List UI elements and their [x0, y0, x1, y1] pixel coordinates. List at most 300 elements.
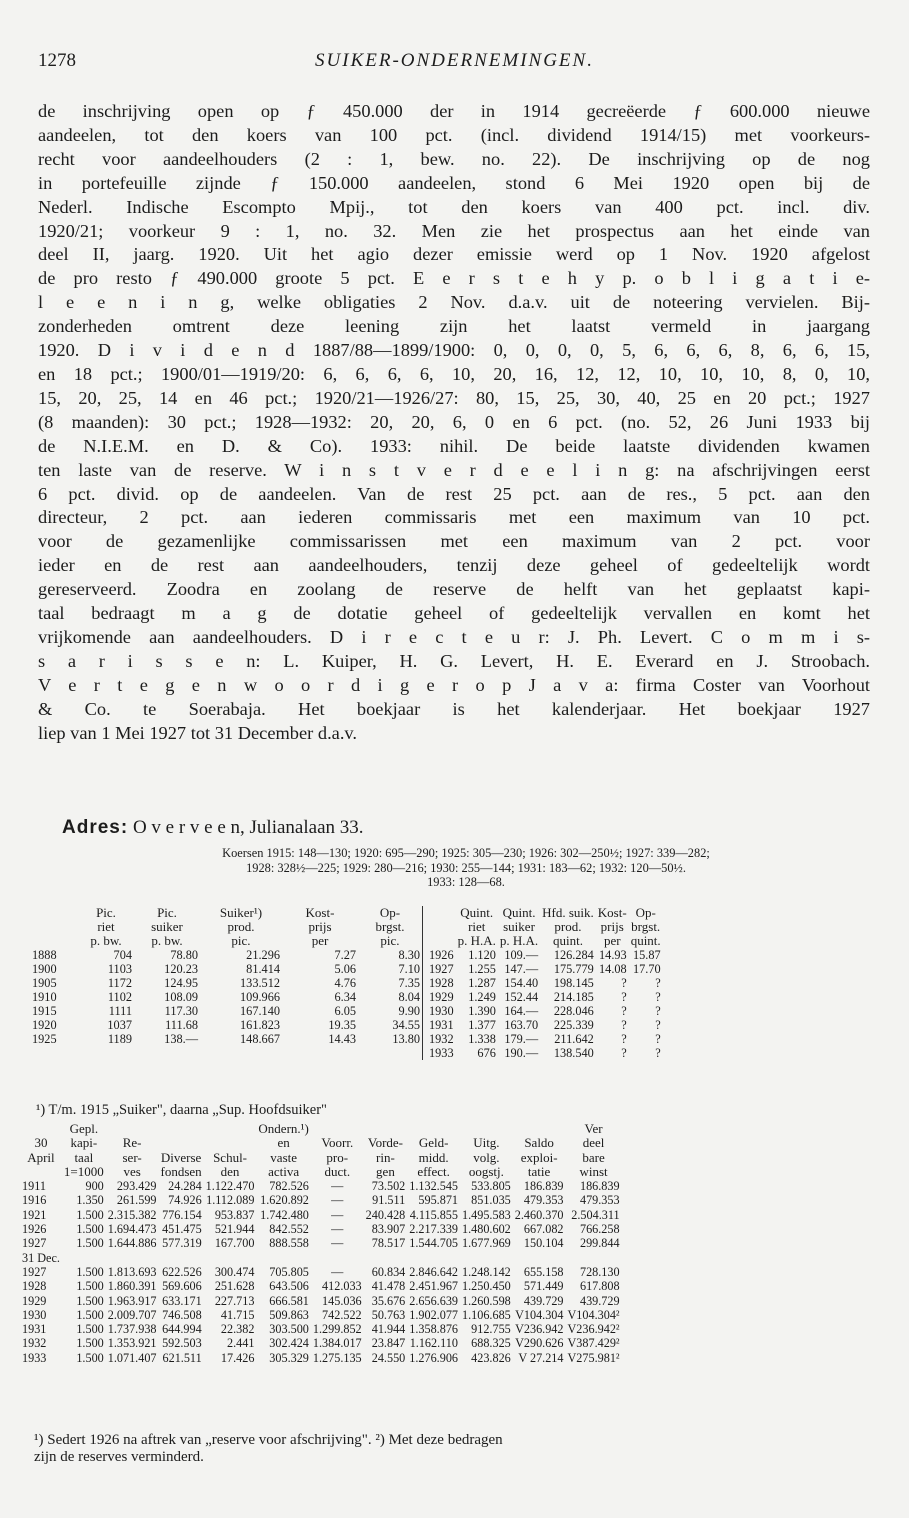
table1-cell: 1926	[429, 948, 454, 962]
table2-cell: 2.315.382	[107, 1207, 157, 1222]
table1-cell: 1905	[32, 976, 57, 990]
table2-cell: 595.871	[418, 1193, 458, 1208]
body-line: en 18 pct.; 1900/01—1919/20: 6, 6, 6, 6, 10, 20, 16, 12, 12, 10, 10, 10, 8, 0, 10,	[38, 363, 870, 384]
table1-cell: 1930	[429, 1004, 454, 1018]
table2-header-cell: ves	[123, 1163, 141, 1179]
table2-cell: 41.944	[371, 1322, 406, 1337]
table1-cell: 1037	[107, 1018, 132, 1032]
footnote-line: ¹) Sedert 1926 na aftrek van „reserve voor afschrijving". ²) Met deze bedragen	[34, 1432, 503, 1448]
table2-cell: —	[331, 1179, 344, 1194]
page-number: 1278	[38, 50, 76, 71]
table2-cell: V236.942	[515, 1322, 564, 1337]
table2-row	[20, 1336, 622, 1350]
table2-cell	[460, 1251, 513, 1265]
table2-cell: 50.763	[371, 1307, 406, 1322]
table1-cell: 81.414	[246, 962, 280, 976]
table1-row	[30, 1032, 663, 1046]
table1-cell: ?	[655, 1004, 661, 1018]
address-value: O v e r v e e n, Julianalaan 33.	[132, 817, 364, 838]
table2-header-cell: winst	[579, 1163, 608, 1179]
table2-cell: —	[331, 1264, 344, 1279]
table1-cell: 14.93	[599, 948, 627, 962]
table2-cell: 31 Dec.	[22, 1250, 60, 1265]
table2-cell: 1.248.142	[462, 1264, 511, 1279]
table1-cell: 676	[477, 1046, 496, 1060]
table1-header-row	[30, 920, 663, 934]
table2-cell: 633.171	[162, 1293, 202, 1308]
table2-cell: 1.350	[76, 1193, 104, 1208]
table2-header-cell: pro-	[326, 1149, 349, 1165]
table1-cell: 78.80	[170, 948, 198, 962]
table1-cell: 124.95	[164, 976, 198, 990]
table1-cell: 14.43	[328, 1032, 356, 1046]
table2-header-cell: taal	[74, 1149, 94, 1165]
table1-cell: 228.046	[553, 1004, 594, 1018]
table1-header-cell	[427, 906, 456, 920]
body-text	[38, 100, 870, 745]
table2-cell: 1.860.391	[107, 1279, 157, 1294]
body-line: V e r t e g e n w o o r d i g e r o p J a v a: firma Coster van Voorhout	[38, 674, 870, 695]
body-line: Nederl. Indische Escompto Mpij., tot den koers van 400 pct. incl. div.	[38, 196, 870, 217]
table1-header-cell: p. bw.	[90, 933, 122, 948]
table1-row	[30, 948, 663, 962]
table2-row	[20, 1179, 622, 1193]
production-table	[30, 906, 880, 1060]
table2-header-cell: Ver	[584, 1121, 603, 1136]
table1-cell: 1900	[32, 962, 57, 976]
table2-cell: 577.319	[162, 1236, 202, 1251]
table1-cell: 4.76	[334, 976, 356, 990]
table1-cell	[282, 1046, 358, 1060]
table2-cell: 439.729	[523, 1293, 564, 1308]
table1-cell: 7.10	[398, 962, 420, 976]
table2-cell: —	[331, 1193, 344, 1208]
table2-cell: 617.808	[579, 1279, 620, 1294]
table2-row	[20, 1294, 622, 1308]
table1-cell: 1102	[107, 990, 132, 1004]
table2-cell: 2.451.967	[409, 1279, 458, 1294]
table1-cell: 1189	[107, 1032, 132, 1046]
table1-header-cell: prod.	[554, 919, 582, 934]
body-line: recht voor aandeelhouders (2 : 1, bew. no. 22). De inschrijving op de nog	[38, 148, 870, 169]
table2-cell: 782.526	[269, 1179, 309, 1194]
table2-cell: 451.475	[162, 1222, 202, 1237]
table1-header-cell: Quint.	[502, 905, 536, 920]
table2-cell: 24.550	[371, 1350, 406, 1365]
table1-cell: 9.90	[398, 1004, 420, 1018]
table1-cell: 15.87	[633, 948, 661, 962]
table2-cell: 479.353	[579, 1193, 620, 1208]
table2-cell: 186.839	[523, 1179, 564, 1194]
table2-row	[20, 1322, 622, 1336]
table1-cell: 109.966	[240, 990, 280, 1004]
table2-header-cell: volg.	[473, 1149, 500, 1165]
table2-header-cell: ser-	[122, 1149, 142, 1165]
table2-header-cell: 1=1000	[63, 1163, 104, 1179]
table2-cell: 1.500	[76, 1236, 104, 1251]
table2-cell: V 27.214	[518, 1350, 564, 1365]
table2-header-cell: Geld-	[418, 1135, 449, 1151]
table1-header-cell: per	[311, 933, 329, 948]
body-line: 6 pct. divid. op de aandeelen. Van de rest 25 pct. aan de res., 5 pct. aan den	[38, 483, 870, 504]
table2-header-cell: kapi-	[70, 1135, 98, 1151]
table1-row	[30, 962, 663, 976]
body-line: zonderheden omtrent deze leening zijn het laatst vermeld in jaargang	[38, 316, 870, 337]
table1-row	[30, 1004, 663, 1018]
table2-cell: 569.606	[162, 1279, 202, 1294]
body-line: (8 maanden): 30 pct.; 1928—1932: 20, 20, 6, 0 en 6 pct. (no. 52, 26 Juni 1933 bij	[38, 411, 870, 432]
table2-cell: —	[331, 1207, 344, 1222]
table1-header-cell: riet	[97, 919, 115, 934]
table1-header-cell: p. H.A.	[457, 933, 496, 948]
table1-cell: 1927	[429, 962, 454, 976]
table2-cell: 1.677.969	[462, 1236, 511, 1251]
table2-cell: 74.926	[168, 1193, 202, 1208]
table2-cell: 912.755	[471, 1322, 511, 1337]
table2-cell: 2.846.642	[409, 1264, 458, 1279]
body-line: 15, 20, 25, 14 en 46 pct.; 1920/21—1926/27: 80, 15, 25, 30, 40, 25 en 20 pct.; 1927	[38, 387, 870, 408]
table2-cell: 24.284	[168, 1179, 202, 1194]
table1-cell: 120.23	[164, 962, 198, 976]
table2-cell: 91.511	[372, 1193, 406, 1208]
table2-cell: V387.429²	[567, 1336, 620, 1351]
table1-row	[30, 990, 663, 1004]
table1-cell: 7.27	[334, 948, 356, 962]
table2-cell: 17.426	[220, 1350, 255, 1365]
balance-table	[20, 1122, 890, 1365]
table2-header-cell: Gepl.	[69, 1121, 99, 1136]
table2-header-row	[20, 1136, 622, 1150]
table2-cell: 1.500	[76, 1307, 104, 1322]
table2-header-row	[20, 1151, 622, 1165]
body-line: de N.I.E.M. en D. & Co). 1933: nihil. De beide laatste dividenden kwamen	[38, 435, 870, 456]
table2-cell: 1916	[22, 1193, 47, 1208]
body-line: 1920/21; voorkeur 9 : 1, no. 32. Men zie het prospectus aan het einde van	[38, 220, 870, 241]
table2-footnote	[34, 1432, 874, 1466]
table2-cell: 766.258	[579, 1222, 620, 1237]
table2-header-cell	[20, 1165, 62, 1179]
table2-cell: 83.907	[371, 1222, 406, 1237]
table1-cell: ?	[655, 1018, 661, 1032]
table1-cell: 5.06	[334, 962, 356, 976]
address-label: Adres:	[62, 817, 129, 838]
table1-cell: ?	[655, 1032, 661, 1046]
table2-cell: 22.382	[220, 1322, 255, 1337]
table1-header-cell: Pic.	[96, 905, 116, 920]
table2-cell: 1.495.583	[462, 1207, 511, 1222]
stock-price-line: 1933: 128—68.	[427, 875, 505, 889]
table1-cell: 133.512	[240, 976, 280, 990]
table2-cell: 622.526	[162, 1264, 202, 1279]
table2-cell: 521.944	[214, 1222, 255, 1237]
table2-cell: 1933	[22, 1350, 47, 1365]
table2-row	[20, 1208, 622, 1222]
table1-cell	[200, 1046, 282, 1060]
table1-cell: 704	[113, 948, 132, 962]
table2-cell: 533.805	[471, 1179, 511, 1194]
table1-footnote: ¹) T/m. 1915 „Suiker", daarna „Sup. Hoofdsuiker"	[36, 1102, 327, 1118]
table2-cell: 302.424	[269, 1336, 309, 1351]
table1-header-cell: brgst.	[375, 919, 405, 934]
table2-cell: 2.441	[227, 1336, 255, 1351]
table2-cell: 644.994	[162, 1322, 202, 1337]
table1-cell: 1931	[429, 1018, 454, 1032]
table2-cell: 2.217.339	[409, 1222, 458, 1237]
table1-header-cell: p. bw.	[151, 933, 183, 948]
table2-cell	[159, 1251, 204, 1265]
body-line: gereserveerd. Zoodra en zoolang de reserve de helft van het geplaatst kapi-	[38, 579, 870, 600]
table2-cell: 2.656.639	[409, 1293, 458, 1308]
table1-cell: 1172	[107, 976, 132, 990]
body-line: taal bedraagt m a g de dotatie geheel of gedeeltelijk vervallen en komt het	[38, 603, 870, 624]
table1-cell: ?	[655, 1046, 661, 1060]
stock-price-line: Koersen 1915: 148—130; 1920: 695—290; 1925: 305—230; 1926: 302—250½; 1927: 339—282;	[222, 846, 710, 860]
table2-cell: V104.304	[515, 1307, 564, 1322]
table1-header-row	[30, 934, 663, 948]
table2-cell: 1.620.892	[260, 1193, 309, 1208]
table2-cell: 1.358.876	[409, 1322, 458, 1337]
table1-cell: 214.185	[553, 990, 594, 1004]
table1-header-cell: Pic.	[157, 905, 177, 920]
table2-cell: 227.713	[214, 1293, 255, 1308]
table1-cell: 34.55	[392, 1018, 420, 1032]
table2-cell: 592.503	[162, 1336, 202, 1351]
body-line: voor de gezamenlijke commissarissen met een maximum van 2 pct. voor	[38, 531, 870, 552]
table2-header-cell: en	[277, 1135, 290, 1151]
table2-cell: 1.112.089	[206, 1193, 255, 1208]
table2-header-cell: Diverse	[160, 1149, 202, 1165]
table1-cell: 109.—	[504, 948, 539, 962]
address	[62, 817, 364, 839]
table2-cell: 842.552	[269, 1222, 309, 1237]
table1-cell: ?	[621, 1046, 627, 1060]
table1-header-row	[30, 906, 663, 920]
table1-header-cell: per	[603, 933, 621, 948]
table2-header-cell	[364, 1122, 408, 1136]
table2-header-cell: Re-	[122, 1135, 142, 1151]
body-line: directeur, 2 pct. aan iederen commissaris met een maximum van 10 pct.	[38, 507, 870, 528]
body-line: in portefeuille zijnde ƒ 150.000 aandeelen, stond 6 Mei 1920 open bij de	[38, 172, 870, 193]
table1-header-cell: Op-	[379, 905, 401, 920]
table2-cell: 742.522	[322, 1307, 362, 1322]
table2-header-row	[20, 1122, 622, 1136]
table2-cell: 1.500	[76, 1350, 104, 1365]
table2-cell: 2.460.370	[514, 1207, 564, 1222]
table2-cell	[256, 1251, 310, 1265]
table1-row	[30, 976, 663, 990]
table2-header-cell	[204, 1122, 257, 1136]
table2-cell: 2.009.707	[107, 1307, 157, 1322]
table1-header-cell: prijs	[308, 919, 332, 934]
table1-cell: 152.44	[504, 990, 539, 1004]
table1-cell: 1.249	[468, 990, 496, 1004]
table2-cell: 145.036	[322, 1293, 362, 1308]
table2-row	[20, 1251, 622, 1265]
table2-header-cell	[20, 1122, 62, 1136]
table1-cell: 6.34	[334, 990, 356, 1004]
table2-cell: 621.511	[162, 1350, 202, 1365]
table1-cell: 1910	[32, 990, 57, 1004]
body-line: deel II, jaarg. 1920. Uit het agio dezer emissie werd op 1 Nov. 1920 afgelost	[38, 244, 870, 265]
table1-cell: 1932	[429, 1032, 454, 1046]
body-line: aandeelen, tot den koers van 100 pct. (incl. dividend 1914/15) met voorkeurs-	[38, 124, 870, 145]
table1-cell: 117.30	[164, 1004, 198, 1018]
table2-cell: 1.500	[76, 1264, 104, 1279]
table1-cell: 1925	[32, 1032, 57, 1046]
table2-cell: 240.428	[365, 1207, 406, 1222]
body-line: liep van 1 Mei 1927 tot 31 December d.a.v.	[38, 722, 358, 743]
table1-cell: 108.09	[164, 990, 198, 1004]
table1-cell: 1.255	[468, 962, 496, 976]
table1-cell: 1920	[32, 1018, 57, 1032]
table2-cell: 4.115.855	[409, 1207, 458, 1222]
table2-row	[20, 1236, 622, 1250]
table2-cell: 1.353.921	[107, 1336, 157, 1351]
table1-header-cell	[30, 920, 78, 934]
table1-header-cell: brgst.	[631, 919, 661, 934]
table2-row	[20, 1265, 622, 1279]
table1-cell: 6.05	[334, 1004, 356, 1018]
table2-header-cell: Voorr.	[321, 1135, 354, 1151]
table1-header-cell: suiker	[151, 919, 183, 934]
body-line: s a r i s s e n: L. Kuiper, H. G. Levert, H. E. Everard en J. Stroobach.	[38, 650, 870, 671]
table1-cell: ?	[621, 1032, 627, 1046]
table2-header-cell	[513, 1122, 566, 1136]
table2-cell: V104.304²	[567, 1307, 620, 1322]
table2-cell: 1.162.110	[409, 1336, 458, 1351]
table2-cell: 953.837	[214, 1207, 255, 1222]
table1-cell: ?	[621, 976, 627, 990]
table1-cell	[30, 1046, 78, 1060]
table2-header-cell: deel	[582, 1135, 605, 1151]
table2-cell: 1.500	[76, 1279, 104, 1294]
table2-header-cell: Vorde-	[367, 1135, 404, 1151]
table1-cell: 211.642	[554, 1032, 594, 1046]
table1-row	[30, 1018, 663, 1032]
table1-cell: 1111	[108, 1004, 132, 1018]
table2-cell	[204, 1251, 257, 1265]
table2-cell: 746.508	[162, 1307, 202, 1322]
table2-header-cell: midd.	[418, 1149, 449, 1165]
page-header	[38, 50, 871, 78]
table2-header-cell: exploi-	[520, 1149, 558, 1165]
table2-cell	[62, 1251, 106, 1265]
body-line: de inschrijving open op ƒ 450.000 der in 1914 gecreëerde ƒ 600.000 nieuwe	[38, 101, 870, 121]
table2-cell: 73.502	[371, 1179, 406, 1194]
table1-header-cell: prijs	[600, 919, 624, 934]
table2-cell	[407, 1251, 460, 1265]
table1-header-cell: pic.	[231, 933, 251, 948]
table2-header-cell: gen	[376, 1163, 395, 1179]
table2-cell: 688.325	[471, 1336, 511, 1351]
table2-cell: 78.517	[371, 1236, 406, 1251]
table1-cell	[134, 1046, 200, 1060]
table1-header-cell	[427, 934, 456, 948]
table2-header-cell	[311, 1122, 364, 1136]
table2-header-cell: duct.	[324, 1163, 351, 1179]
table2-cell: 888.558	[269, 1236, 309, 1251]
table1-cell: 190.—	[504, 1046, 539, 1060]
table2-cell	[566, 1251, 622, 1265]
table1-cell: 126.284	[553, 948, 594, 962]
table2-cell: 667.082	[523, 1222, 564, 1237]
table1-cell	[358, 1046, 423, 1060]
table1-cell: ?	[655, 990, 661, 1004]
table2-cell: —	[331, 1222, 344, 1237]
table2-row	[20, 1222, 622, 1236]
table1-row	[30, 1046, 663, 1060]
table2-header-cell: den	[220, 1163, 240, 1179]
table1-cell: 138.540	[553, 1046, 594, 1060]
table2-header-cell: effect.	[417, 1163, 450, 1179]
table1-cell: 1928	[429, 976, 454, 990]
table2-cell: 1.071.407	[107, 1350, 157, 1365]
table2-cell: 1.384.017	[312, 1336, 362, 1351]
table1-cell: 1929	[429, 990, 454, 1004]
table1-cell: 138.—	[164, 1032, 198, 1046]
table1-cell: 7.35	[398, 976, 420, 990]
table1-header-cell: riet	[468, 919, 486, 934]
table2-cell: 643.506	[269, 1279, 309, 1294]
table1-cell: 17.70	[633, 962, 661, 976]
table2-cell: 705.805	[269, 1264, 309, 1279]
table1-cell: 1.338	[468, 1032, 496, 1046]
table2-cell: 1.737.938	[107, 1322, 157, 1337]
table2-cell: 851.035	[471, 1193, 511, 1208]
table1-header-cell: suiker	[503, 919, 535, 934]
table1-cell: 8.30	[398, 948, 420, 962]
table2-cell: V275.981²	[567, 1350, 620, 1365]
table2-cell: 1932	[22, 1336, 47, 1351]
table2-cell: 776.154	[162, 1207, 202, 1222]
table2-cell: 1.742.480	[260, 1207, 309, 1222]
table2-cell: 1931	[22, 1322, 47, 1337]
table2-cell: 1.260.598	[462, 1293, 511, 1308]
table2-header-cell: Ondern.¹)	[258, 1121, 309, 1136]
table2-cell: 1.500	[76, 1207, 104, 1222]
table1-cell: 164.—	[504, 1004, 539, 1018]
table1-cell: ?	[621, 1018, 627, 1032]
table2-header-cell	[204, 1136, 257, 1150]
table2-header-cell	[460, 1122, 513, 1136]
table2-cell: 1.250.450	[462, 1279, 511, 1294]
table2-cell: 439.729	[579, 1293, 620, 1308]
table2-cell: 1.132.545	[409, 1179, 458, 1194]
body-line: l e e n i n g, welke obligaties 2 Nov. d.a.v. uit de noteering vervielen. Bij-	[38, 292, 870, 313]
table1-header-cell: prod.	[227, 919, 255, 934]
body-line: 1920. D i v i d e n d 1887/88—1899/1900: 0, 0, 0, 0, 5, 6, 6, 6, 8, 6, 6, 15,	[38, 340, 870, 361]
table2-cell: 479.353	[523, 1193, 564, 1208]
table2-header-cell: rin-	[376, 1149, 395, 1165]
table2-cell: 1.276.906	[409, 1350, 458, 1365]
table2-cell: 251.628	[214, 1279, 255, 1294]
table1-cell: 163.70	[504, 1018, 539, 1032]
table2-cell: 1.122.470	[205, 1179, 255, 1194]
table2-cell: 299.844	[579, 1236, 620, 1251]
table2-cell: 1930	[22, 1307, 47, 1322]
table2-cell: V236.942²	[567, 1322, 620, 1337]
table2-header-cell: fondsen	[160, 1163, 202, 1179]
table1-cell: ?	[621, 990, 627, 1004]
table2-cell: 303.500	[269, 1322, 309, 1337]
table2-cell: 150.104	[523, 1236, 564, 1251]
table1-cell: 8.04	[398, 990, 420, 1004]
table2-header-cell: April	[27, 1149, 55, 1165]
table2-cell: 2.504.311	[571, 1207, 620, 1222]
body-line: ieder en de rest aan aandeelhouders, tenzij deze geheel of gedeeltelijk wordt	[38, 555, 870, 576]
table1-cell: 167.140	[240, 1004, 280, 1018]
body-line: vrijkomende aan aandeelhouders. D i r e c t e u r: J. Ph. Levert. C o m m i s-	[38, 626, 870, 647]
